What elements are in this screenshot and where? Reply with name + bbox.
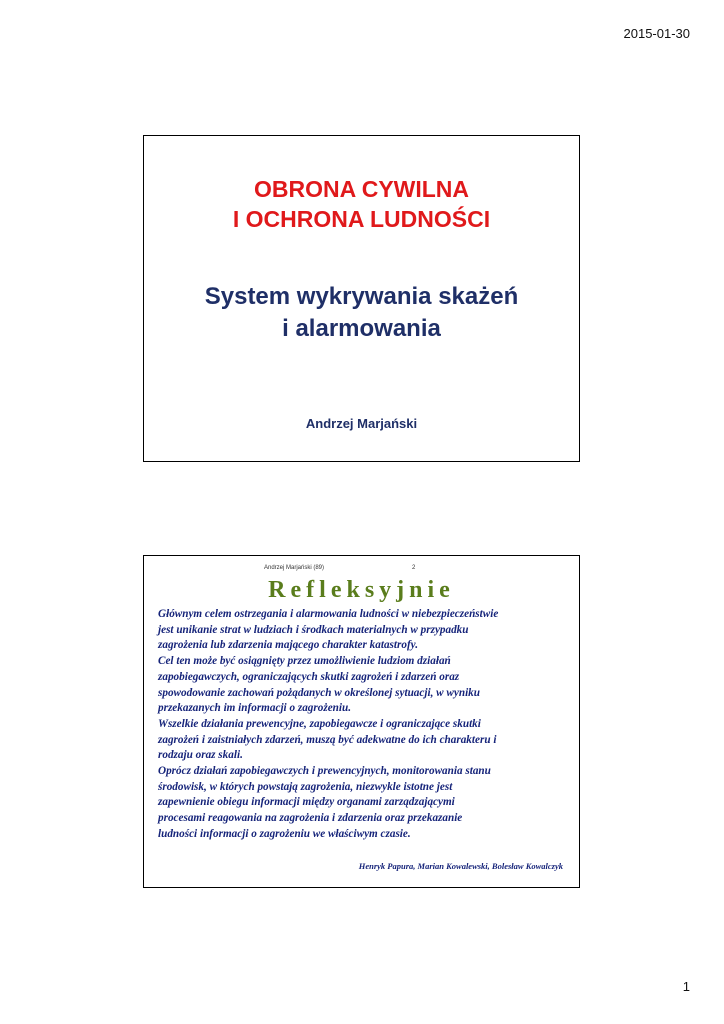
body-line: rodzaju oraz skali. [158,749,243,762]
slide-1 [143,135,580,462]
body-line: Głównym celem ostrzegania i alarmowania ludności w niebezpieczeństwie [158,608,499,620]
page-date: 2015-01-30 [623,26,690,41]
slide-2-header-author: Andrzej Marjański (89) [264,565,325,571]
body-line: zapobiegawczych, ograniczających skutki zagrożeń i zdarzeń oraz [158,670,460,683]
title-line-2: I OCHRONA LUDNOŚCI [232,206,491,232]
body-line: środowisk, w których powstają zagrożenia, niezwykle istotne jest [158,780,453,793]
body-line: zagrożeń i zaistniałych zdarzeń, muszą być adekwatne do ich charakteru i [158,733,497,746]
slide-1-subtitle [144,281,579,345]
body-line: Cel ten może być osiągnięty przez umożliwienie ludziom działań [158,655,451,668]
body-line: spowodowanie zachowań pożądanych w określonej sytuacji, w wyniku [158,686,480,699]
body-line: zagrożenia lub zdarzenia mającego charakter katastrofy. [158,639,419,652]
body-line: przekazanych im informacji o zagrożeniu. [158,702,352,715]
body-line: Oprócz działań zapobiegawczych i prewencyjnych, monitorowania stanu [158,765,491,778]
body-line: Wszelkie działania prewencyjne, zapobiegawcze i ograniczające skutki [158,717,481,730]
slide-1-title [144,174,579,234]
subtitle-line-2: i alarmowania [282,315,441,342]
slide-2-header-number: 2 [412,565,416,571]
body-line: procesami reagowania na zagrożenia i zdarzenia oraz przekazanie [158,812,463,825]
body-line: jest unikanie strat w ludziach i środkach materialnych w przypadku [158,623,469,636]
subtitle-line-1: System wykrywania skażeń [204,283,519,310]
slide-2-body [158,607,567,843]
body-line: zapewnienie obiegu informacji między organami zarządzającymi [158,796,455,809]
page-number: 1 [682,979,690,994]
slide-2 [143,555,580,888]
slide-2-signature: Henryk Papura, Marian Kowalewski, Bolesław Kowalczyk [358,861,563,871]
slide-2-title: Refleksyjnie [268,577,455,603]
body-line: ludności informacji o zagrożeniu we właściwym czasie. [158,827,411,840]
title-line-1: OBRONA CYWILNA [253,176,470,202]
slide-1-author: Andrzej Marjański [305,416,418,431]
